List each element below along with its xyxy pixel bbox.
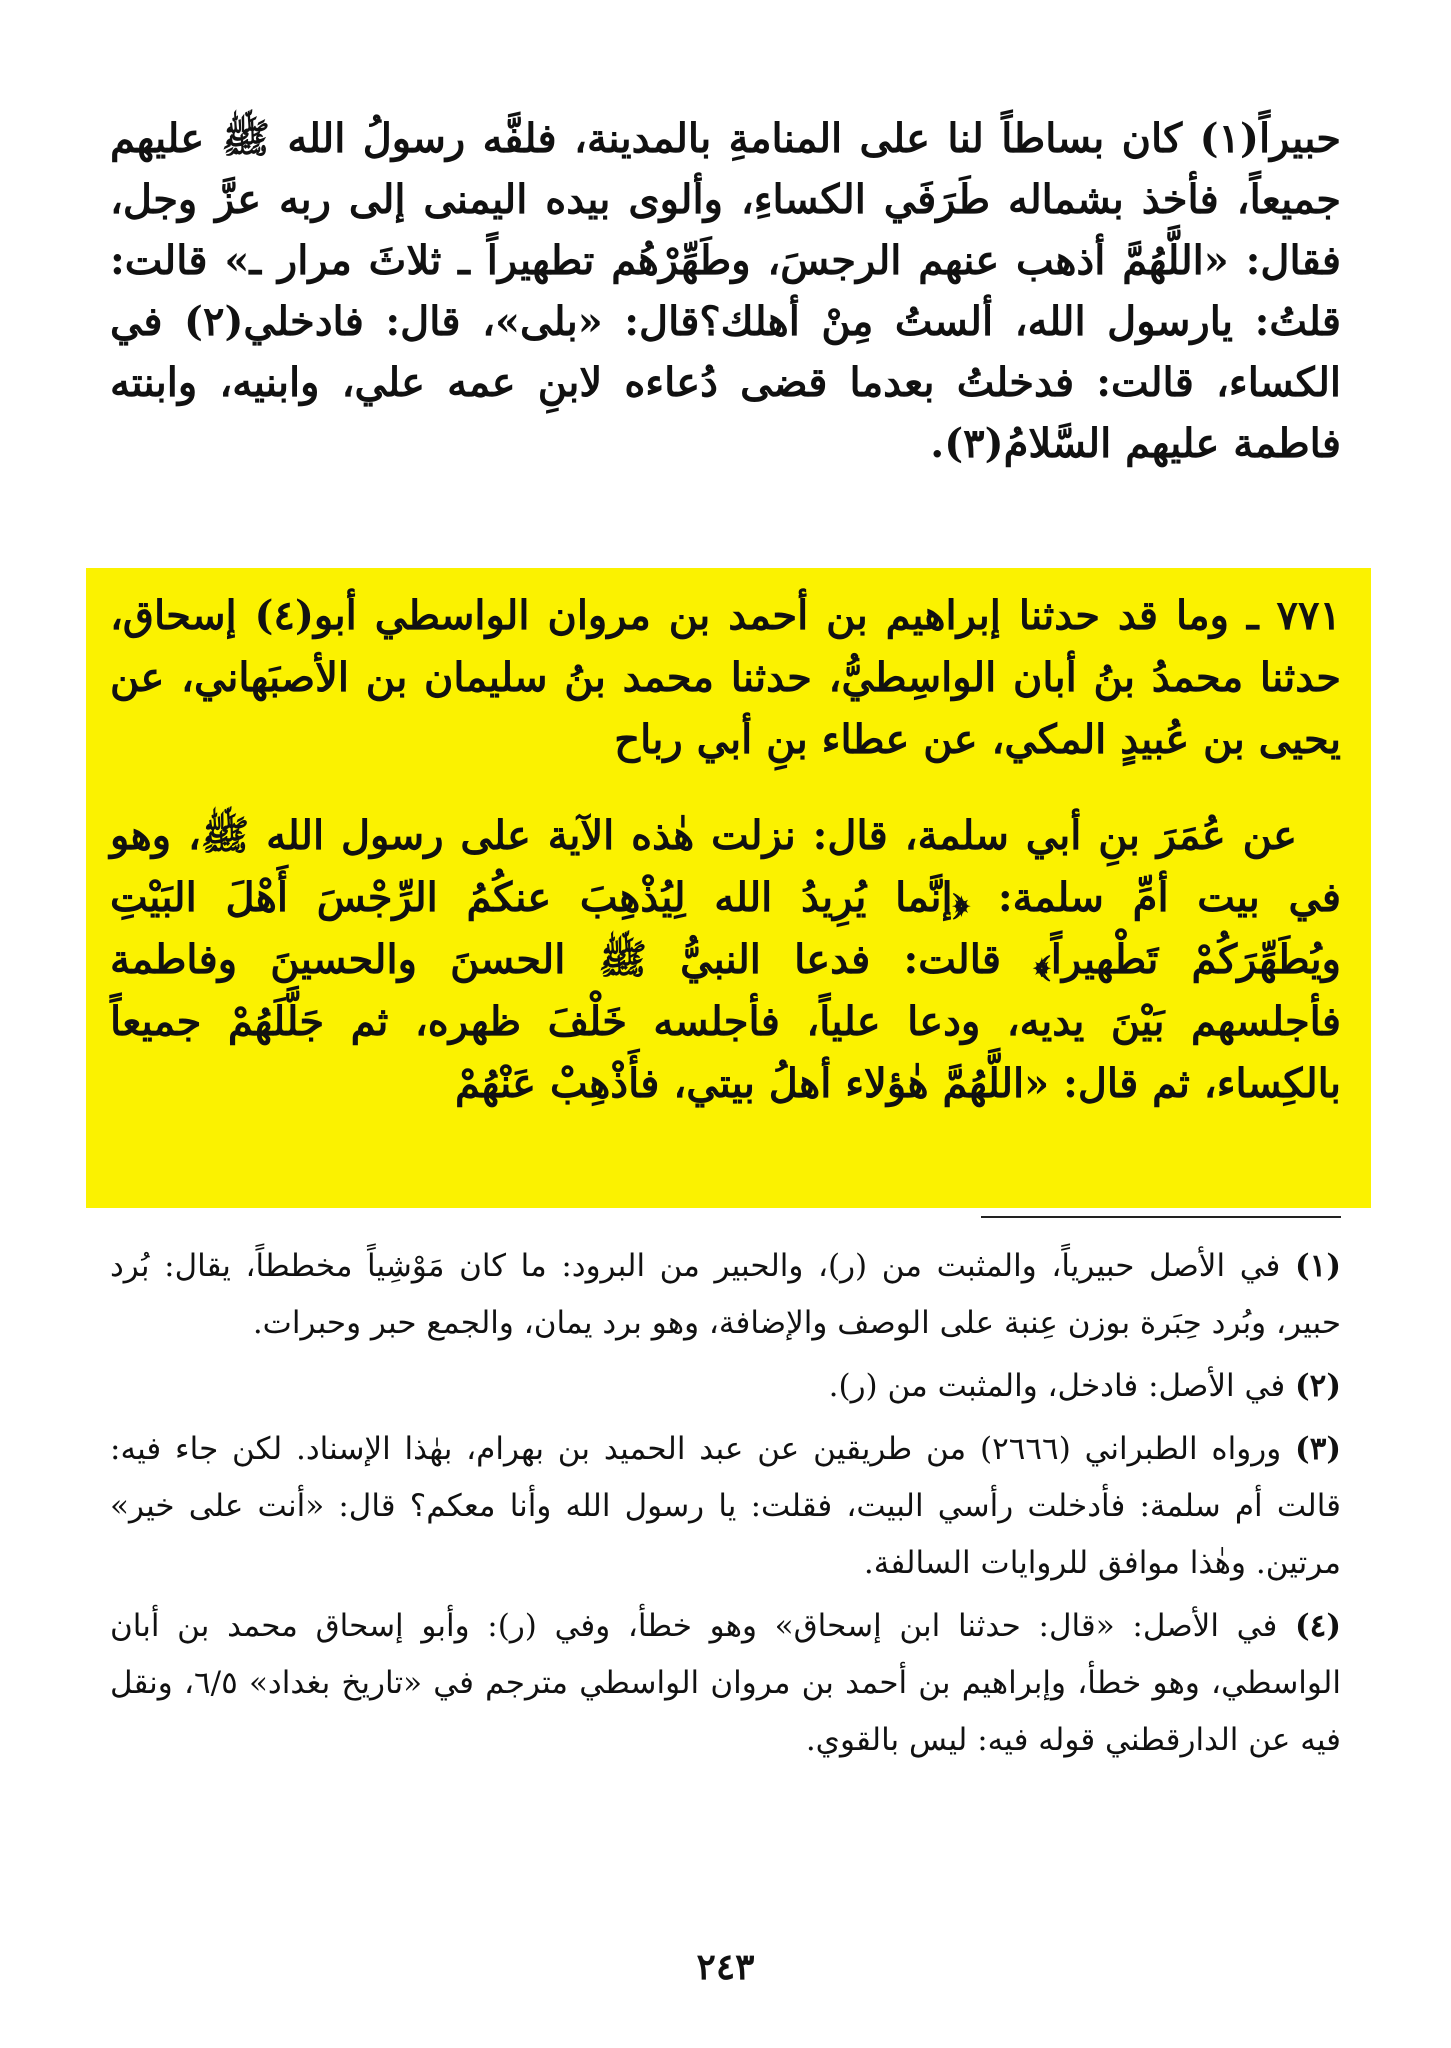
hadith-isnad-text: وما قد حدثنا إبراهيم بن أحمد بن مروان الواسطي أبو(٤) إسحاق، حدثنا محمدُ بنُ أبان الواسِطيُّ، حدثنا محمد بنُ سليمان بن الأصبَهاني، عن يحيى بن عُبيدٍ المكي، عن عطاء بنِ أبي رباح	[110, 592, 1341, 763]
hadith-block	[110, 585, 1341, 1115]
footnotes-block	[110, 1238, 1341, 1775]
footnote-item	[110, 1421, 1341, 1592]
hadith-matn: عن عُمَرَ بنِ أبي سلمة، قال: نزلت هٰذه الآية على رسول الله ﷺ، وهو في بيت أمِّ سلمة: ﴿إنَّما يُرِيدُ الله لِيُذْهِبَ عنكُمُ الرِّجْسَ أَهْلَ البَيْتِ ويُطَهِّرَكُمْ تَطْهيراً﴾ قالت: فدعا النبيُّ ﷺ الحسنَ والحسينَ وفاطمة فأجلسهم بَيْنَ يديه، ودعا علياً، فأجلسه خَلْفَ ظهره، ثم جَلَّلَهُمْ جميعاً بالكِساء، ثم قال: «اللَّهُمَّ هٰؤلاء أهلُ بيتي، فأَذْهِبْ عَنْهُمْ	[110, 812, 1341, 1107]
hadith-number: ٧٧١ ـ	[1246, 592, 1341, 639]
footnote-text: في الأصل: فادخل، والمثبت من (ر).	[828, 1368, 1286, 1404]
footnote-item	[110, 1238, 1341, 1352]
hadith-isnad	[110, 585, 1341, 771]
footnote-item	[110, 1358, 1341, 1415]
footnote-number: (٤)	[1295, 1608, 1341, 1644]
footnote-text: في الأصل: «قال: حدثنا ابن إسحاق» وهو خطأ، وفي (ر): وأبو إسحاق محمد بن أبان الواسطي، وهو خطأ، وإبراهيم بن أحمد بن مروان الواسطي مترجم في «تاريخ بغداد» ٦/٥، ونقل فيه عن الدارقطني قوله فيه: ليس بالقوي.	[110, 1608, 1341, 1758]
footnote-divider	[981, 1216, 1341, 1218]
main-text-block	[110, 108, 1341, 474]
footnote-text: في الأصل حبيرياً، والمثبت من (ر)، والحبير من البرود: ما كان مَوْشِياً مخططاً، يقال: بُرد حبير، وبُرد حِبَرة بوزن عِنبة على الوصف والإضافة، وهو برد يمان، والجمع حبر وحبرات.	[110, 1248, 1341, 1341]
footnote-number: (٢)	[1295, 1368, 1341, 1404]
main-paragraph: حبيراً(١) كان بساطاً لنا على المنامةِ بالمدينة، فلفَّه رسولُ الله ﷺ عليهم جميعاً، فأخذ بشماله طَرَفَي الكساءِ، وألوى بيده اليمنى إلى ربه عزَّ وجل، فقال: «اللَّهُمَّ أذهب عنهم الرجسَ، وطَهِّرْهُم تطهيراً ـ ثلاثَ مرار ـ» قالت: قلتُ: يارسول الله، ألستُ مِنْ أهلك؟قال: «بلى»، قال: فادخلي(٢) في الكساء، قالت: فدخلتُ بعدما قضى دُعاءه لابنِ عمه علي، وابنيه، وابنته فاطمة عليهم السَّلامُ(٣).	[110, 115, 1342, 467]
footnote-text: ورواه الطبراني (٢٦٦٦) من طريقين عن عبد الحميد بن بهرام، بهٰذا الإسناد. لكن جاء فيه: قالت أم سلمة: فأدخلت رأسي البيت، فقلت: يا رسول الله وأنا معكم؟ قال: «أنت على خير» مرتين. وهٰذا موافق للروايات السالفة.	[110, 1431, 1341, 1581]
page-number: ٢٤٣	[696, 1946, 755, 1988]
footnote-number: (١)	[1295, 1248, 1341, 1284]
footnote-item	[110, 1598, 1341, 1769]
footnote-number: (٣)	[1295, 1431, 1342, 1467]
